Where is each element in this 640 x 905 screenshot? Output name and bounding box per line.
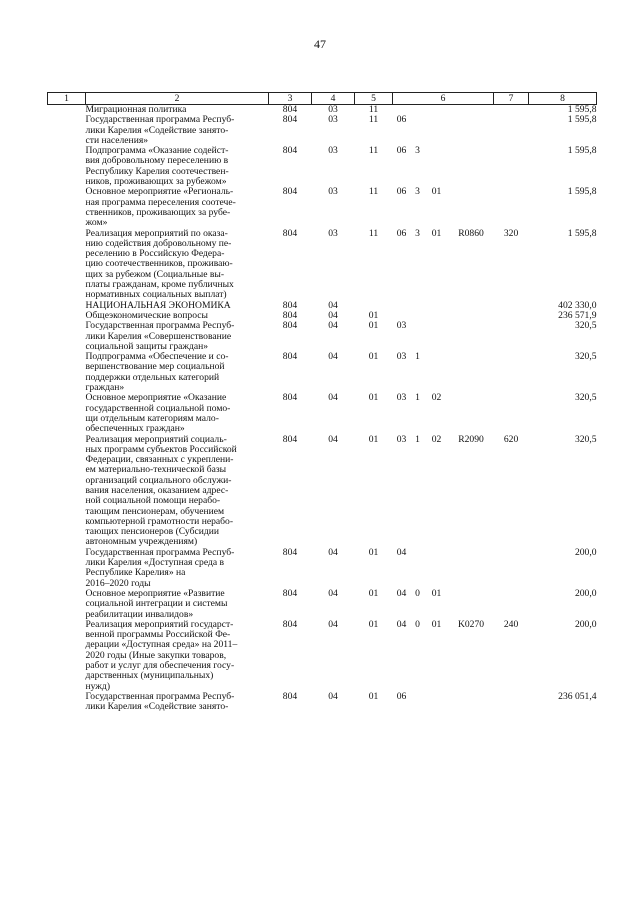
grbs-code: 804	[282, 299, 298, 311]
item-name: НАЦИОНАЛЬНАЯ ЭКОНОМИКА	[85, 299, 231, 311]
activity-code	[425, 311, 449, 321]
program-code: 06	[396, 114, 407, 126]
grbs-code: 804	[282, 618, 298, 630]
item-name: Подпрограмма «Оказание содейст- вия добровольному переселению в Республику Карелия соотечествен- ников, проживающих за рубежом»	[85, 145, 229, 188]
program-code: 04	[396, 587, 407, 599]
activity-code	[425, 352, 449, 393]
activity-code	[425, 301, 449, 311]
subsection-code: 01	[368, 392, 379, 404]
table-row	[48, 548, 597, 589]
expense-type-code: 320	[503, 227, 519, 239]
grbs-code: 804	[282, 227, 298, 239]
row-number-cell	[48, 548, 86, 589]
grbs-code: 804	[282, 186, 298, 198]
program-code: 04	[396, 618, 407, 630]
item-name: Миграционная политика	[85, 104, 187, 115]
section-code: 03	[328, 104, 338, 115]
grbs-code: 804	[282, 114, 298, 126]
amount: 1 595,8	[567, 145, 597, 157]
grbs-code: 804	[282, 145, 298, 157]
activity-code	[425, 548, 449, 589]
program-code: 03	[396, 433, 407, 445]
table-row	[48, 187, 597, 228]
section-code: 04	[328, 690, 338, 702]
item-name: Государственная программа Респуб- лики Карелия «Содействие занято-	[85, 690, 235, 713]
subprogram-code	[411, 105, 425, 116]
expense-type-code	[494, 321, 529, 352]
direction-code	[449, 146, 494, 187]
subsection-code: 01	[368, 309, 379, 321]
amount: 1 595,8	[567, 114, 597, 126]
program-code	[393, 301, 411, 311]
section-code: 03	[328, 186, 338, 198]
row-number-cell	[48, 352, 86, 393]
subsection-code: 11	[368, 227, 379, 239]
table-body	[48, 105, 597, 713]
table-row	[48, 352, 597, 393]
subprogram-code	[411, 548, 425, 589]
grbs-code: 804	[282, 587, 298, 599]
table-row	[48, 620, 597, 692]
activity-code: 01	[431, 227, 442, 239]
column-header-7: 7	[494, 93, 529, 105]
table-row	[48, 435, 597, 548]
subprogram-code: 3	[415, 227, 420, 239]
direction-code	[449, 301, 494, 311]
expense-type-code	[494, 115, 529, 146]
item-name: Общеэкономические вопросы	[85, 309, 208, 321]
table-row	[48, 692, 597, 713]
page-number: 47	[314, 37, 326, 51]
item-name: Основное мероприятие «Региональ- ная программа переселения соотече- ственников, проживающих за рубе- жом»	[85, 186, 236, 229]
row-number-cell	[48, 692, 86, 713]
grbs-code: 804	[282, 392, 298, 404]
expense-type-code: 620	[503, 433, 519, 445]
section-code: 04	[328, 392, 338, 404]
expense-type-code	[494, 311, 529, 321]
activity-code: 01	[431, 587, 442, 599]
expense-type-code	[494, 105, 529, 116]
subsection-code: 01	[368, 320, 379, 332]
program-code: 03	[396, 392, 407, 404]
amount: 320,5	[574, 392, 597, 404]
table-row	[48, 589, 597, 620]
section-code: 04	[328, 433, 338, 445]
subprogram-code: 1	[415, 392, 420, 404]
subsection-code: 11	[368, 186, 379, 198]
grbs-code: 804	[282, 433, 298, 445]
grbs-code: 804	[282, 351, 298, 363]
activity-code: 01	[431, 618, 442, 630]
row-number-cell	[48, 301, 86, 311]
column-header-5: 5	[355, 93, 393, 105]
amount: 1 595,8	[567, 186, 597, 198]
column-header-1: 1	[48, 93, 86, 105]
amount: 320,5	[574, 433, 597, 445]
expense-type-code	[494, 187, 529, 228]
subsection-code: 01	[368, 690, 379, 702]
row-number-cell	[48, 187, 86, 228]
activity-code	[425, 321, 449, 352]
item-name: Реализация мероприятий социаль- ных программ субъектов Российской Федерации, связанных с укреплени- ем материально-технической базы организаций социального обслужи- вания населения, оказанием адрес- ной социальной помощи нерабо- тающим пенсионерам, обучением компьютерной грамотности нерабо- тающих пенсионеров (Субсидии автономным учреждениям)	[85, 433, 237, 548]
amount: 200,0	[574, 587, 597, 599]
subprogram-code	[411, 301, 425, 311]
table-row	[48, 146, 597, 187]
direction-code	[449, 352, 494, 393]
direction-code	[449, 393, 494, 434]
item-name: Государственная программа Респуб- лики Карелия «Доступная среда в Республике Карелия» на 2016–2020 годы	[85, 546, 235, 589]
row-number-cell	[48, 311, 86, 321]
grbs-code: 804	[282, 320, 298, 332]
program-code: 06	[396, 227, 407, 239]
table-row	[48, 321, 597, 352]
row-number-cell	[48, 589, 86, 620]
program-code: 03	[396, 320, 407, 332]
section-code: 03	[328, 114, 338, 126]
direction-code	[449, 692, 494, 713]
section-code: 04	[328, 587, 338, 599]
direction-code	[449, 187, 494, 228]
budget-table	[47, 92, 597, 713]
amount: 402 330,0	[558, 299, 597, 311]
subprogram-code	[411, 321, 425, 352]
subsection-code: 11	[368, 114, 379, 126]
row-number-cell	[48, 620, 86, 692]
subprogram-code	[411, 115, 425, 146]
row-number-cell	[48, 229, 86, 301]
activity-code	[425, 115, 449, 146]
table-row	[48, 393, 597, 434]
expense-type-code	[494, 589, 529, 620]
amount: 200,0	[574, 546, 597, 558]
column-header-2: 2	[86, 93, 269, 105]
activity-code: 02	[431, 392, 442, 404]
section-code: 03	[328, 145, 338, 157]
program-code: 06	[396, 690, 407, 702]
amount: 1 595,8	[567, 227, 597, 239]
subprogram-code: 3	[415, 145, 420, 157]
activity-code	[425, 146, 449, 187]
subsection-code: 01	[368, 618, 379, 630]
row-number-cell	[48, 321, 86, 352]
amount: 236 051,4	[558, 690, 597, 702]
direction-code	[449, 115, 494, 146]
activity-code: 02	[431, 433, 442, 445]
direction-code	[449, 321, 494, 352]
column-header-8: 8	[529, 93, 597, 105]
subprogram-code: 1	[415, 351, 420, 363]
section-code: 04	[328, 546, 338, 558]
activity-code	[425, 692, 449, 713]
expense-type-code	[494, 352, 529, 393]
subprogram-code: 0	[415, 587, 420, 599]
program-code: 06	[396, 145, 407, 157]
item-name: Государственная программа Респуб- лики Карелия «Содействие занято- сти населения»	[85, 114, 235, 146]
direction-code: K0270	[457, 618, 485, 630]
amount: 1 595,8	[567, 104, 597, 115]
item-name: Государственная программа Респуб- лики Карелия «Совершенствование социальной защиты граждан»	[85, 320, 235, 352]
amount: 236 571,9	[558, 309, 597, 321]
item-name: Подпрограмма «Обеспечение и со- вершенствование мер социальной поддержки отдельных категорий граждан»	[85, 351, 229, 394]
row-number-cell	[48, 393, 86, 434]
activity-code	[425, 105, 449, 116]
subsection-code: 11	[368, 145, 379, 157]
grbs-code: 804	[282, 546, 298, 558]
subprogram-code: 3	[415, 186, 420, 198]
grbs-code: 804	[282, 309, 298, 321]
grbs-code: 804	[282, 690, 298, 702]
subprogram-code: 1	[415, 433, 420, 445]
section-code: 04	[328, 351, 338, 363]
direction-code	[449, 105, 494, 116]
row-number-cell	[48, 115, 86, 146]
subsection-code: 01	[368, 546, 379, 558]
program-code: 06	[396, 186, 407, 198]
amount: 200,0	[574, 618, 597, 630]
expense-type-code	[494, 146, 529, 187]
subsection-code: 01	[368, 433, 379, 445]
section-code: 03	[328, 227, 338, 239]
section-code: 04	[328, 299, 338, 311]
expense-type-code	[494, 393, 529, 434]
item-name: Реализация мероприятий по оказа- нию содействия добровольному пе- реселению в Российскую Федера- цию соотечественников, проживаю- щих за рубежом (Социальные вы- платы гражданам, кроме публичных нормативных социальных выплат)	[85, 227, 234, 301]
expense-type-code	[494, 692, 529, 713]
item-name: Реализация мероприятий государст- венной программы Российской Фе- дерации «Доступная среда» на 2011– 2020 годы (Иные закупки товаров, работ и услуг для обеспечения госу- дарственных (муниципальных) нужд)	[85, 618, 238, 692]
column-header-4: 4	[312, 93, 355, 105]
column-header-6: 6	[393, 93, 494, 105]
direction-code	[449, 589, 494, 620]
direction-code	[449, 548, 494, 589]
expense-type-code: 240	[503, 618, 519, 630]
table-row	[48, 115, 597, 146]
amount: 320,5	[574, 351, 597, 363]
section-code: 04	[328, 309, 338, 321]
amount: 320,5	[574, 320, 597, 332]
subsection-code: 11	[368, 104, 379, 115]
subsection-code: 01	[368, 587, 379, 599]
table-row	[48, 229, 597, 301]
program-code: 03	[396, 351, 407, 363]
row-number-cell	[48, 435, 86, 548]
row-number-cell	[48, 105, 86, 116]
subprogram-code	[411, 311, 425, 321]
subsection-code: 01	[368, 351, 379, 363]
grbs-code: 804	[282, 104, 298, 115]
item-name: Основное мероприятие «Оказание государственной социальной помо- щи отдельным категориям мало- обеспеченных граждан»	[85, 392, 231, 435]
row-number-cell	[48, 146, 86, 187]
direction-code: R2090	[458, 433, 484, 445]
item-name: Основное мероприятие «Развитие социальной интеграции и системы реабилитации инвалидов»	[85, 587, 228, 620]
expense-type-code	[494, 548, 529, 589]
subprogram-code	[411, 692, 425, 713]
section-code: 04	[328, 618, 338, 630]
column-header-3: 3	[269, 93, 312, 105]
program-code: 04	[396, 546, 407, 558]
table-header-row	[48, 93, 597, 105]
activity-code: 01	[431, 186, 442, 198]
expense-type-code	[494, 301, 529, 311]
direction-code: R0860	[458, 227, 484, 239]
section-code: 04	[328, 320, 338, 332]
direction-code	[449, 311, 494, 321]
subprogram-code: 0	[415, 618, 420, 630]
